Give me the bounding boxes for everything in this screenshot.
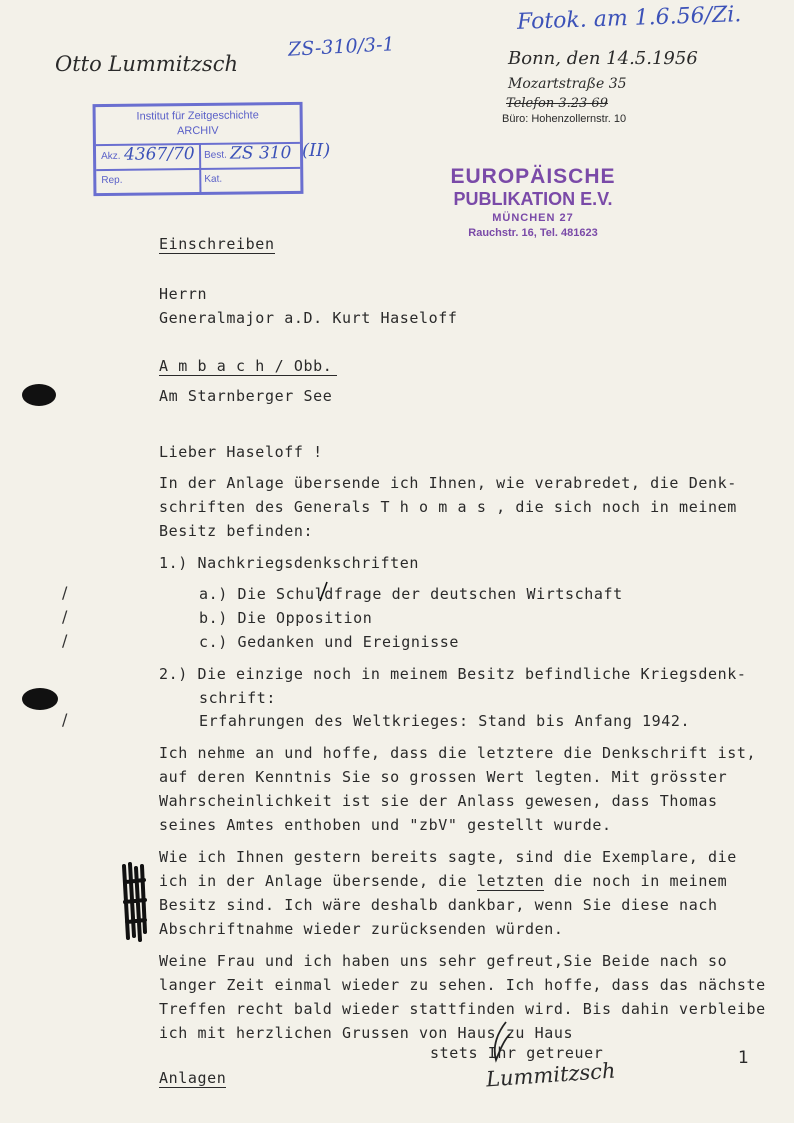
recipient-line-3: A m b a c h / Obb.: [159, 357, 337, 376]
registered-mail-label: Einschreiben: [159, 235, 275, 253]
paragraph-2-line-2: auf deren Kenntnis Sie so grossen Wert legten. Mit grösster: [159, 768, 728, 786]
list-1-item-b: b.) Die Opposition: [199, 609, 373, 627]
paragraph-2-line-4: seines Amtes enthoben und "zbV" gestellt wurde.: [159, 816, 612, 834]
margin-tick-mark: /: [62, 710, 68, 729]
stamp-akz-value: 4367/70: [123, 144, 195, 165]
list-2-line-3: Erfahrungen des Weltkrieges: Stand bis Anfang 1942.: [199, 712, 691, 730]
paragraph-3-line-2: [159, 872, 727, 890]
paragraph-1-line-1: In der Anlage übersende ich Ihnen, wie verabredet, die Denk-: [159, 474, 737, 492]
paragraph-4-line-3: Treffen recht bald wieder stattfinden wird. Bis dahin verbleibe: [159, 1000, 766, 1018]
list-2-line-1: 2.) Die einzige noch in meinem Besitz befindliche Kriegsdenk-: [159, 665, 747, 683]
margin-tick-mark: /: [62, 607, 68, 626]
publisher-city: MÜNCHEN 27: [492, 212, 574, 224]
paragraph-3-line-1: Wie ich Ihnen gestern bereits sagte, sind die Exemplare, die: [159, 848, 737, 866]
list-1-heading: 1.) Nachkriegsdenkschriften: [159, 554, 420, 572]
publisher-stamp: [438, 166, 628, 240]
sender-office: Büro: Hohenzollernstr. 10: [502, 113, 627, 125]
list-2-line-2: schrift:: [199, 689, 277, 707]
paragraph-4-line-2: langer Zeit einmal wieder zu sehen. Ich hoffe, dass das nächste: [159, 976, 766, 994]
margin-tick-mark: /: [62, 631, 68, 650]
paragraph-4-line-1: Weine Frau und ich haben uns sehr gefreut,Sie Beide nach so: [159, 952, 728, 970]
stamp-best-label: Best.: [204, 149, 227, 161]
sender-telephone: Telefon 3.23 69: [506, 96, 608, 111]
signature: Lummitzsch: [485, 1058, 617, 1092]
stamp-archive: ARCHIV: [176, 124, 219, 138]
stamp-roman-numeral: (II): [302, 140, 331, 161]
list-1-item-c: c.) Gedanken und Ereignisse: [199, 633, 460, 651]
closing: stets Ihr getreuer: [430, 1044, 604, 1062]
paragraph-1-line-2: schriften des Generals T h o m a s , die sich noch in meinem: [159, 498, 737, 516]
sender-address: Mozartstraße 35: [508, 76, 627, 92]
photocopy-note: Fotok. am 1.6.56/Zi.: [516, 2, 742, 35]
publisher-address: Rauchstr. 16, Tel. 481623: [468, 227, 598, 239]
page-number: 1: [738, 1048, 749, 1068]
archive-reference: ZS-310/3-1: [287, 33, 396, 61]
paragraph-2-line-3: Wahrscheinlichkeit ist sie der Anlass gewesen, dass Thomas: [159, 792, 718, 810]
paragraph-3-line-3: Besitz sind. Ich wäre deshalb dankbar, wenn Sie diese nach: [159, 896, 718, 914]
punch-hole: [22, 384, 56, 406]
recipient-line-2: Generalmajor a.D. Kurt Haseloff: [159, 309, 458, 327]
place-date-text: Bonn, den 14.5.1956: [508, 48, 698, 69]
paragraph-3-line-2-end: die noch in meinem: [544, 872, 728, 890]
paragraph-3-line-2-start: ich in der Anlage übersende, die: [159, 872, 477, 890]
recipient-line-4: Am Starnberger See: [159, 387, 333, 405]
underlined-word-letzten: letzten: [476, 872, 545, 890]
stamp-header: [96, 105, 300, 144]
enclosures-label: Anlagen: [159, 1069, 227, 1087]
paragraph-1-line-3: Besitz befinden:: [159, 522, 314, 540]
place-date: [508, 48, 698, 69]
punch-hole: [22, 688, 58, 710]
publisher-name-2: PUBLIKATION E.V.: [453, 189, 613, 209]
paragraph-4-line-4: ich mit herzlichen Grussen von Haus zu Haus: [159, 1024, 574, 1042]
paragraph-3-line-4: Abschriftnahme wieder zurücksenden würden.: [159, 920, 564, 938]
stamp-kat-label: Kat.: [204, 173, 223, 185]
correction-stroke: [317, 581, 331, 603]
sender-name: Otto Lummitzsch: [55, 52, 238, 76]
stamp-rep-label: Rep.: [101, 174, 123, 187]
archive-stamp: [93, 102, 304, 196]
paragraph-2-line-1: Ich nehme an und hoffe, dass die letztere die Denkschrift ist,: [159, 744, 757, 762]
list-1-item-a: a.) Die Schuldfrage der deutschen Wirtschaft: [199, 585, 623, 603]
stamp-best-value: ZS 310: [229, 143, 292, 164]
publisher-name-1: EUROPÄISCHE: [450, 165, 616, 188]
stamp-institute: Institut für Zeitgeschichte: [136, 109, 259, 123]
margin-tick-mark: /: [62, 583, 68, 602]
salutation: Lieber Haseloff !: [159, 443, 323, 461]
margin-scribble: [118, 862, 152, 942]
stamp-akz-label: Akz.: [101, 150, 121, 163]
recipient-line-1: Herrn: [159, 285, 208, 303]
signature-flourish: [484, 1020, 514, 1064]
